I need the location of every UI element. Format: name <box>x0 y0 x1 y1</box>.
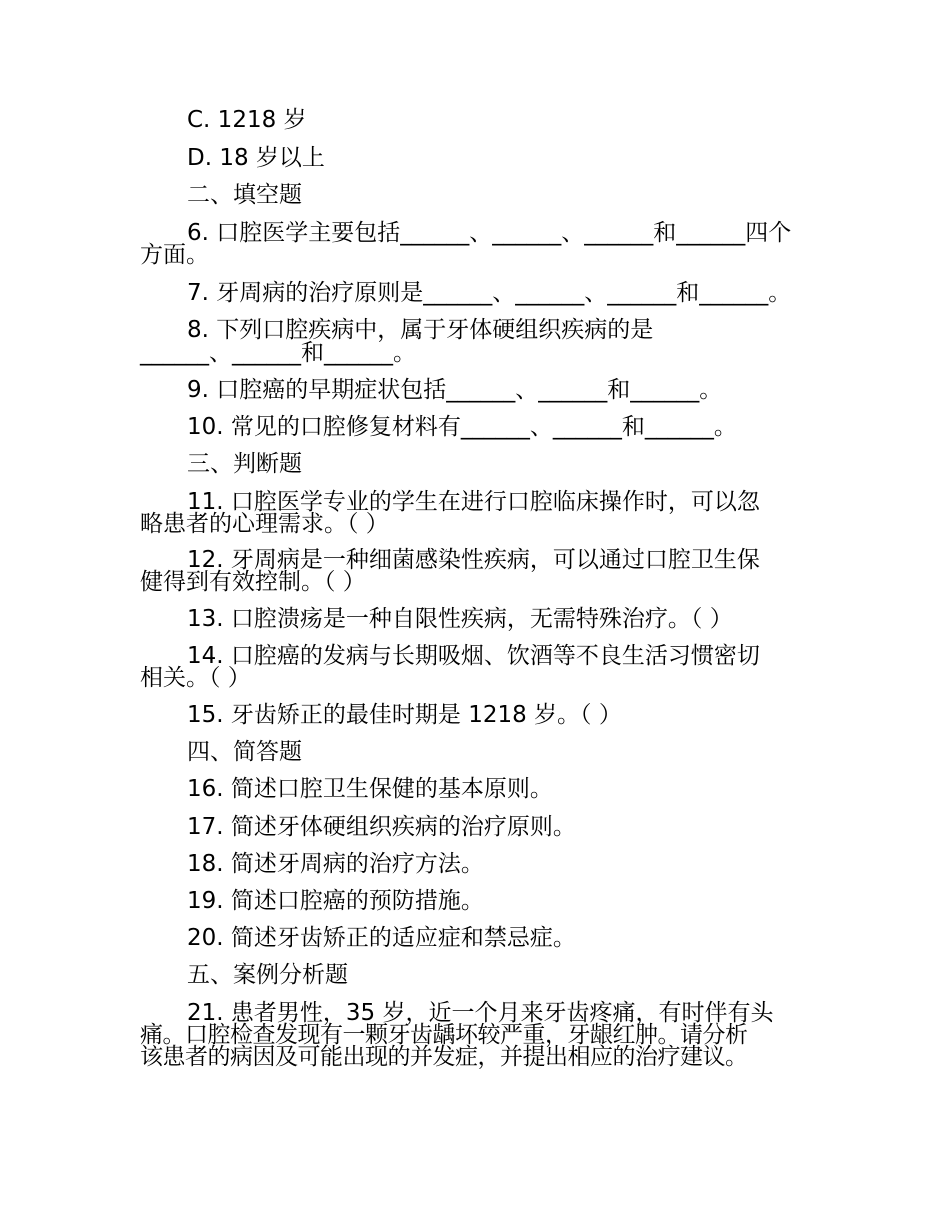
question-11: 11. 口腔医学专业的学生在进行口腔临床操作时，可以忽 <box>187 489 760 515</box>
section-heading-true-false: 三、判断题 <box>187 451 302 477</box>
section-heading-fill-in: 二、填空题 <box>187 182 302 208</box>
question-6-cont: 方面。 <box>140 242 209 268</box>
question-8-cont: ______、______和______。 <box>140 340 416 366</box>
question-9: 9. 口腔癌的早期症状包括______、______和______。 <box>187 377 723 403</box>
question-21-cont-2: 该患者的病因及可能出现的并发症，并提出相应的治疗建议。 <box>140 1044 748 1070</box>
question-8: 8. 下列口腔疾病中，属于牙体硬组织疾病的是 <box>187 317 654 343</box>
question-21: 21. 患者男性，35 岁，近一个月来牙齿疼痛，有时伴有头 <box>187 1000 774 1026</box>
section-heading-short-answer: 四、简答题 <box>187 739 302 765</box>
question-13: 13. 口腔溃疡是一种自限性疾病，无需特殊治疗。（ ） <box>187 606 733 632</box>
question-7: 7. 牙周病的治疗原则是______、______、______和______。 <box>187 280 792 306</box>
question-15: 15. 牙齿矫正的最佳时期是 1218 岁。（ ） <box>187 702 622 728</box>
question-10: 10. 常见的口腔修复材料有______、______和______。 <box>187 414 737 440</box>
question-17: 17. 简述牙体硬组织疾病的治疗原则。 <box>187 814 576 840</box>
section-heading-case-analysis: 五、案例分析题 <box>187 962 348 988</box>
question-21-cont-1: 痛。口腔检查发现有一颗牙齿龋坏较严重，牙龈红肿。请分析 <box>140 1022 748 1048</box>
question-11-cont: 略患者的心理需求。（ ） <box>140 511 389 537</box>
question-20: 20. 简述牙齿矫正的适应症和禁忌症。 <box>187 925 576 951</box>
question-6: 6. 口腔医学主要包括______、______、______和______四个 <box>187 220 792 246</box>
question-16: 16. 简述口腔卫生保健的基本原则。 <box>187 776 553 802</box>
question-18: 18. 简述牙周病的治疗方法。 <box>187 851 484 877</box>
question-14-cont: 相关。（ ） <box>140 665 251 691</box>
question-14: 14. 口腔癌的发病与长期吸烟、饮酒等不良生活习惯密切 <box>187 643 760 669</box>
option-c: C. 1218 岁 <box>187 107 307 133</box>
question-12: 12. 牙周病是一种细菌感染性疾病，可以通过口腔卫生保 <box>187 547 760 573</box>
question-19: 19. 简述口腔癌的预防措施。 <box>187 888 484 914</box>
option-d: D. 18 岁以上 <box>187 145 325 171</box>
question-12-cont: 健得到有效控制。（ ） <box>140 569 366 595</box>
